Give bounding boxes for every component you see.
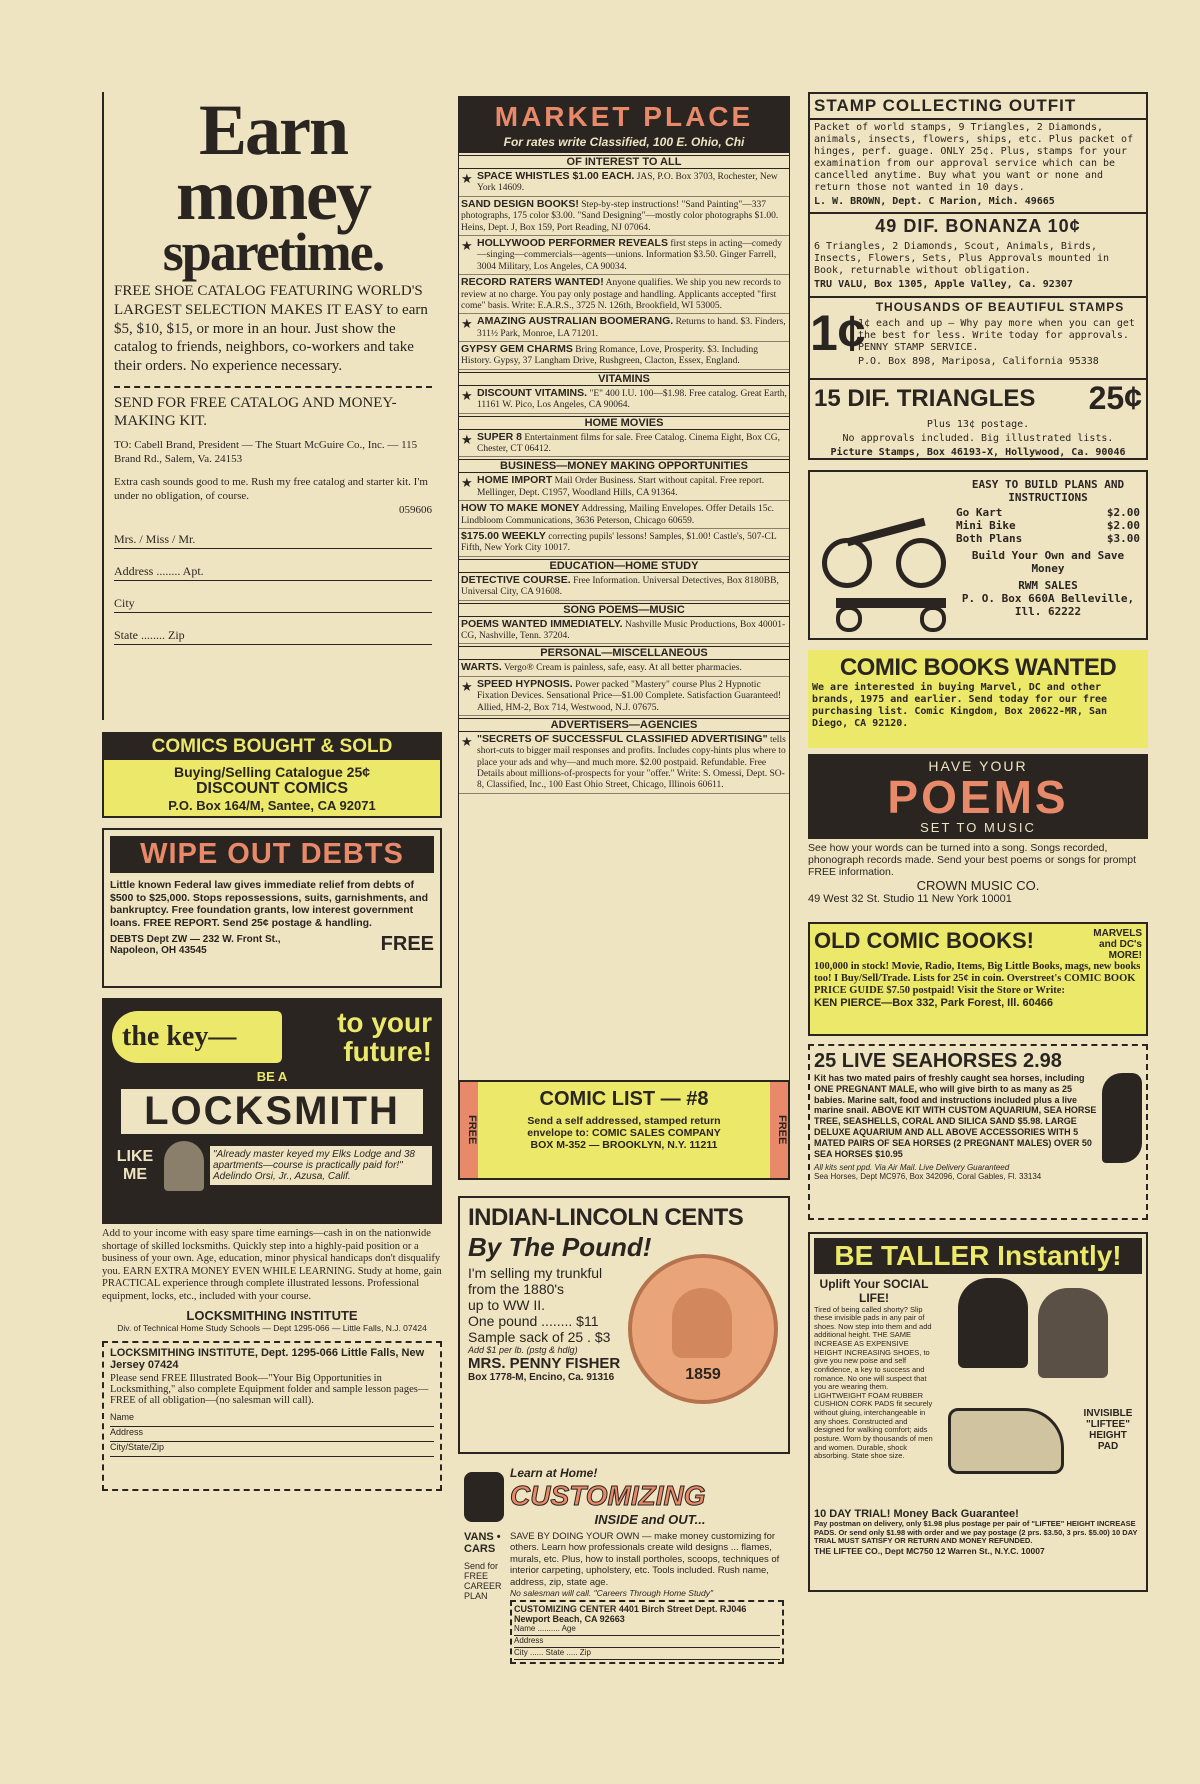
taller-address: THE LIFTEE CO., Dept MC750 12 Warren St., N.Y.C. 10007 (814, 1545, 1045, 1556)
market-sections (459, 155, 789, 794)
customizing-body: SAVE BY DOING YOUR OWN — make money customizing for others. Learn how professionals create wild designs ... flames, murals, etc. Plus, how to install portholes, scoops, techniques of interior carpeting, upholstery, etc. Tools included. Rush name, address, zip, state age. (510, 1531, 780, 1588)
poems-have: HAVE YOUR (928, 758, 1028, 774)
taller-title: BE TALLER Instantly! (814, 1238, 1142, 1274)
thousands-stamps-ad (808, 298, 1148, 380)
classified-item-lead: RECORD RATERS WANTED! (461, 276, 604, 289)
customizing-field-name[interactable]: Name .......... Age (514, 1624, 780, 1636)
classified-item (459, 573, 789, 601)
classified-item (459, 617, 789, 645)
coin-portrait (672, 1288, 732, 1358)
classified-item-text: Mail Order Business. Start without capital. Free report. Mellinger, Dept. C1957, Woodland Hills, CA 91364. (477, 476, 765, 498)
classified-item-text: Returns to hand. $3. Finders, 311½ Park, Monroe, LA 71201. (477, 317, 786, 339)
classified-item-lead: AMAZING AUSTRALIAN BOOMERANG. (477, 315, 674, 328)
poems-address: 49 West 32 St. Studio 11 New York 10001 (808, 893, 1012, 906)
comic-list-address: BOX M-352 — BROOKLYN, N.Y. 11211 (530, 1139, 718, 1151)
comic-list-title: COMIC LIST — #8 (539, 1088, 709, 1110)
classified-item (459, 314, 789, 342)
market-section-head: SONG POEMS—MUSIC (459, 603, 789, 617)
classified-item (459, 677, 789, 716)
stamp-outfit-ad (808, 92, 1148, 214)
comics-sold-title: COMICS BOUGHT & SOLD (104, 734, 440, 760)
earn-coupon (114, 386, 432, 645)
classified-item-text: tells short-cuts to bigger mail responses and profits. Includes copy-hints plus where to place your ads and why—and much more. $2.00 postpaid. Refundable. Free Details about millions-of-prospects for your "offer." Write: S. Omessi, Dept. SO-8, Classified, Inc., 100 East Ohio Street, Chicago, Illinois 60611. (477, 734, 786, 791)
lock-institute: LOCKSMITHING INSTITUTE (186, 1307, 358, 1323)
oldcomics-side: MARVELS and DC's MORE! (1093, 928, 1142, 961)
market-section-head: PERSONAL—MISCELLANEOUS (459, 646, 789, 660)
taller-trial: 10 DAY TRIAL! Money Back Guarantee! (814, 1508, 1019, 1520)
seahorse-footer: All kits sent ppd. Via Air Mail. Live Delivery Guaranteed (814, 1163, 1010, 1172)
classified-item (459, 430, 789, 458)
classified-item-lead: SPEED HYPNOSIS. (477, 677, 573, 690)
cents-address: Box 1778-M, Encino, Ca. 91316 (468, 1372, 615, 1383)
customizing-title: CUSTOMIZING (510, 1480, 706, 1511)
earn-coupon-form (114, 532, 432, 645)
kart-price-list (956, 506, 1140, 545)
classified-item-lead: HOME IMPORT (477, 474, 553, 487)
earn-field-city[interactable]: City (114, 596, 432, 613)
thousands-title: THOUSANDS OF BEAUTIFUL STAMPS (875, 300, 1125, 314)
kart-price-row (956, 506, 1140, 519)
kart-build: Build Your Own and Save Money (971, 549, 1125, 575)
earn-coupon-title: SEND FOR FREE CATALOG AND MONEY-MAKING KIT. (114, 394, 397, 429)
comic-books-wanted-ad (808, 650, 1148, 748)
classified-item (459, 473, 789, 501)
comics-sold-line-3: P.O. Box 164/M, Santee, CA 92071 (168, 798, 376, 813)
lock-future: to your future! (337, 1007, 432, 1068)
column-left (102, 92, 442, 1491)
customizing-sub: INSIDE and OUT... (594, 1512, 706, 1527)
stamp-body: Packet of world stamps, 9 Triangles, 2 Diamonds, animals, insects, flowers, ships, etc. Plus packet of hinges, perf. guage. ONLY 25¢. Plus, stamps for your examination from our approval service which can be cancelled anytime. Buy what you want or none and return those not wanted in 10 days. (814, 122, 1134, 193)
classified-item-lead: POEMS WANTED IMMEDIATELY. (461, 617, 623, 630)
customizing-sendfor: Send for FREE CAREER PLAN (464, 1561, 502, 1601)
market-section-head: VITAMINS (459, 372, 789, 386)
customizing-center: CUSTOMIZING CENTER 4401 Birch Street Dept. RJ046 Newport Beach, CA 92663 (514, 1603, 747, 1624)
column-middle (458, 96, 790, 1688)
stamp-title: STAMP COLLECTING OUTFIT (810, 94, 1146, 120)
lock-field-city[interactable]: City/State/Zip (110, 1442, 434, 1457)
thousands-big: 1¢ (810, 305, 866, 361)
taller-badge: INVISIBLE "LIFTEE" HEIGHT PAD (1083, 1408, 1133, 1452)
taller-body: Tired of being called shorty? Slip these invisible pads in any pair of shoes. Now step into them and add additional height. THE SAME INCREASE AS EXPENSIVE HEIGHT INCREASING SHOES, to give you new poise and self confidence, a key to success and romance. No one will suspect that you are wearing them. LIGHTWEIGHT FOAM RUBBER CUSHION CORK PADS fit securely without gluing, interchangeable in any shoes. Constructed and designed for walking comfort; aids posture. Worn by thousands of men and women. Durable, shock absorbing. State shoe size. (814, 1304, 933, 1461)
comics-sold-line-1: Buying/Selling Catalogue 25¢ (173, 764, 371, 780)
cents-name: MRS. PENNY FISHER (468, 1355, 621, 1372)
customizing-nosales: No salesman will call. "Careers Through Home Study" (510, 1587, 714, 1598)
comic-list-free-left: FREE (460, 1082, 478, 1178)
lock-portrait (164, 1141, 204, 1191)
poems-body: See how your words can be turned into a song. Songs recorded, phonograph records made. Send your best poems or songs for prompt FREE information. (808, 842, 1137, 879)
classified-item-lead: SAND DESIGN BOOKS! (461, 197, 579, 210)
market-subtitle: For rates write Classified, 100 E. Ohio, Chi (459, 133, 789, 153)
classified-item (459, 342, 789, 370)
classified-item-lead: SPACE WHISTLES $1.00 EACH. (477, 170, 635, 182)
lock-institute-sub: Div. of Technical Home Study Schools — Dept 1295-066 — Little Falls, N.J. 07424 (117, 1322, 427, 1333)
earn-coupon-to: TO: Cabell Brand, President — The Stuart McGuire Co., Inc. — 115 Brand Rd., Salem, Va. 24153 (114, 438, 418, 466)
kart-item-price: $2.00 (1106, 506, 1140, 519)
cents-note: Add $1 per lb. (pstg & hdlg) (468, 1345, 578, 1355)
bonanza-title: 49 DIF. BONANZA 10¢ (875, 216, 1081, 236)
earn-line-3: sparetime. (162, 221, 384, 282)
cents-price-2: Sample sack of 25 . $3 (468, 1329, 611, 1345)
classified-item-text: Step-by-step instructions! "Sand Painting"—337 photographs, 175 color $3.00. "Sand Designing"—mostly color photographs $1.00. Heins, Dept. J, Box 159, Port Reading, NJ 07064. (461, 199, 779, 233)
penny-coin-image (628, 1254, 778, 1404)
classified-item-lead: WARTS. (461, 661, 502, 674)
classified-item (459, 529, 789, 557)
classified-item-text: first steps in acting—comedy—singing—commercials—agents—unions. Information $3.50. Ginger Farrell, 3004 Military, Los Angeles, CA 90034. (477, 238, 782, 272)
lock-field-name[interactable]: Name (110, 1412, 434, 1427)
customizing-field-city[interactable]: City ...... State ..... Zip (514, 1648, 780, 1660)
classified-item-lead: "SECRETS OF SUCCESSFUL CLASSIFIED ADVERTISING" (477, 732, 768, 745)
earn-field-state[interactable]: State ........ Zip (114, 628, 432, 645)
column-right (808, 92, 1148, 1592)
lock-bea: BE A (256, 1068, 288, 1084)
key-graphic (112, 1011, 282, 1063)
classified-item-lead: HOLLYWOOD PERFORMER REVEALS (477, 236, 668, 249)
lock-likeme: LIKE ME (116, 1148, 154, 1183)
cbw-body: We are interested in buying Marvel, DC and other brands, 1975 and earlier. Send today for our free purchasing list. Comic Kingdom, Box 20622-MR, San Diego, CA 92120. (812, 682, 1108, 729)
classified-item-lead: DISCOUNT VITAMINS. (477, 386, 588, 399)
go-kart-ad (808, 470, 1148, 640)
minibike-illustration (816, 478, 956, 632)
kart-item-name: Both Plans (956, 532, 1023, 545)
lock-word: LOCKSMITH (118, 1086, 426, 1137)
oldcomics-body: 100,000 in stock! Movie, Radio, Items, Big Little Books, mags, new books too! I Buy/Sell/Trade. Lists for 25¢ in coin. Overstreet's COMIC BOOK PRICE GUIDE $7.50 postpaid! Visit the Store or Write: (814, 961, 1141, 997)
customizing-learn: Learn at Home! (510, 1466, 598, 1480)
poems-word: POEMS (887, 771, 1069, 823)
classified-item-text: correcting pupils' lessons! Samples, $1.00! Castle's, 507-CL Fifth, New York City 10017. (461, 531, 777, 554)
kart-company: RWM SALES (1018, 579, 1078, 592)
triangles-title: 15 DIF. TRIANGLES (814, 384, 1036, 412)
earn-field-name[interactable]: Mrs. / Miss / Mr. (114, 532, 432, 549)
customizing-ad (458, 1460, 790, 1688)
lock-field-address[interactable]: Address (110, 1427, 434, 1442)
seahorse-title: 25 LIVE SEAHORSES 2.98 (814, 1050, 1062, 1072)
classified-item-text: Entertainment films for sale. Free Catalog. Cinema Eight, Box CG, Chester, CT 06412. (477, 432, 780, 455)
seahorses-ad (808, 1044, 1148, 1220)
triangles-price: 25¢ (1088, 380, 1142, 416)
classified-item (459, 197, 789, 236)
earn-field-address[interactable]: Address ........ Apt. (114, 564, 432, 581)
market-section-head: EDUCATION—HOME STUDY (459, 559, 789, 573)
comic-list-free-right: FREE (770, 1082, 788, 1178)
classified-item-text: Vergo® Cream is painless, safe, easy. At all better pharmacies. (501, 663, 742, 674)
thousands-body: 1¢ each and up — Why pay more when you can get the best for less. Write today for approvals. PENNY STAMP SERVICE. (858, 318, 1135, 353)
seahorse-address: Sea Horses, Dept MC976, Box 342096, Coral Gables, Fl. 33134 (814, 1172, 1042, 1181)
customizing-vans: VANS • CARS (464, 1531, 501, 1555)
classified-item (459, 732, 789, 794)
stamp-address: L. W. BROWN, Dept. C Marion, Mich. 49665 (814, 196, 1055, 207)
taller-trial-body: Pay postman on delivery, only $1.98 plus postage per pair of "LIFTEE" HEIGHT INCREASE PADS. Or send only $1.98 with order and we pay postage (2 prs. $3.50, 3 prs. $5.00) 10 DAY TRIAL MUST SATISFY OR RETURN AND MONEY REFUNDED. (814, 1519, 1138, 1546)
bonanza-address: TRU VALU, Box 1305, Apple Valley, Ca. 92307 (814, 279, 1073, 290)
customizing-field-address[interactable]: Address (514, 1636, 780, 1648)
market-section-head: ADVERTISERS—AGENCIES (459, 718, 789, 732)
classified-item-text: "E" 400 I.U. 100—$1.98. Free catalog. Great Earth, 11161 W. Pico, Los Angeles, CA 90064. (477, 388, 787, 411)
debts-address: DEBTS Dept ZW — 232 W. Front St., Napoleon, OH 43545 (110, 934, 281, 957)
triangles-address: Picture Stamps, Box 46193-X, Hollywood, Ca. 90046 (830, 447, 1126, 458)
comics-sold-line-2: DISCOUNT COMICS (196, 780, 348, 797)
kart-item-price: $3.00 (1106, 532, 1140, 545)
classified-item-lead: GYPSY GEM CHARMS (461, 343, 573, 356)
market-place (458, 96, 790, 1086)
lock-key-text: the key— (122, 1021, 237, 1053)
triangles-plus: Plus 13¢ postage. (926, 419, 1030, 430)
seahorse-body: Kit has two mated pairs of freshly caught sea horses, including ONE PREGNANT MALE, who will give birth to as many as 25 babies. Marine salt, food and instructions included plus a live marine snail. ABOVE KIT WITH CUSTOM AQUARIUM, SEA HORSE TREE, SEASHELLS, CORAL AND SILICA SAND $5.98. LARGE DELUXE AQUARIUM AND ALL ABOVE ACCESSORIES WITH 5 MATED PAIRS OF SEA HORSES (2 PREGNANT MALES) OVER 50 SEA HORSES $10.95 (814, 1073, 1097, 1159)
triangles-ad (808, 380, 1148, 460)
earn-line-2: money (176, 154, 370, 235)
classified-item-text: Bring Romance, Love, Prosperity. $3. Including History. Gypsy, 37 Langham Drive, Rushgreen, Clacton, Essex, England. (461, 345, 758, 367)
debts-free: FREE (380, 933, 434, 956)
cents-title: INDIAN-LINCOLN CENTS (468, 1204, 744, 1231)
kart-address: P. O. Box 660A Belleville, Ill. 62222 (961, 592, 1135, 618)
earn-headline (114, 92, 432, 282)
classified-item-lead: HOW TO MAKE MONEY (461, 502, 580, 515)
kart-item-name: Mini Bike (956, 519, 1016, 532)
market-section-head: HOME MOVIES (459, 416, 789, 430)
classified-item-text: Free Information. Universal Detectives, Box 8180BB, Universal City, CA 91608. (461, 575, 779, 598)
cents-line-1: I'm selling my trunkful (468, 1265, 603, 1281)
kart-price-row (956, 519, 1140, 532)
classified-item-lead: DETECTIVE COURSE. (461, 573, 571, 586)
kart-item-name: Go Kart (956, 506, 1003, 519)
oldcomics-title: OLD COMIC BOOKS! (814, 928, 1034, 953)
wipe-out-debts-ad (102, 828, 442, 988)
bonanza-body: 6 Triangles, 2 Diamonds, Scout, Animals, Birds, Insects, Flowers, Sets, Plus Approvals mounted in Book, returnable without obligation. (814, 241, 1110, 276)
seahorse-illustration (1102, 1073, 1142, 1163)
earn-coupon-note: Extra cash sounds good to me. Rush my free catalog and starter kit. I'm under no obligation, of course. (114, 475, 428, 502)
classified-item (459, 275, 789, 314)
debts-title: WIPE OUT DEBTS (110, 836, 434, 873)
kart-item-price: $2.00 (1106, 519, 1140, 532)
lock-body: Add to your income with easy spare time earnings—cash in on the nationwide shortage of skilled locksmiths. Quickly step into a highly-paid position or a business of your own. Age, education, minor physical handicaps don't disqualify you. EARN EXTRA MONEY EVEN WHILE LEARNING. Study at home, gain PRACTICAL experience through complete illustrated lessons. Professional equipment, locks, etc., included with your course. (102, 1228, 442, 1302)
kart-price-row (956, 532, 1140, 545)
classified-item-text: Nashville Music Productions, Box 40001-CG, Nashville, Tenn. 37204. (461, 619, 786, 641)
classified-item-text: Anyone qualifies. We ship you new records to review at no charge. You pay only postage and handling. Applicants accepted "first come" basis. Write: E.A.R.S., 3725 N. 126th, Brookfield, WI 53005. (461, 278, 781, 311)
earn-line-1: Earn (198, 92, 348, 170)
market-title: MARKET PLACE (459, 97, 789, 133)
classified-item-text: JAS, P.O. Box 3703, Rochester, New York 14609. (477, 172, 778, 194)
indian-lincoln-ad (458, 1196, 790, 1454)
taller-illustration (938, 1278, 1142, 1508)
cents-line-3: up to WW II. (468, 1297, 546, 1313)
cents-line-2: from the 1880's (468, 1281, 565, 1297)
cents-subtitle: By The Pound! (468, 1232, 652, 1262)
classified-item (459, 501, 789, 529)
triangles-body: No approvals included. Big illustrated lists. (842, 433, 1114, 444)
lock-coupon (102, 1341, 442, 1491)
old-comic-books-ad (808, 922, 1148, 1036)
coin-year: 1859 (685, 1366, 721, 1383)
cents-price-1: One pound ........ $11 (468, 1313, 599, 1329)
be-taller-ad (808, 1232, 1148, 1592)
taller-uplift: Uplift Your SOCIAL LIFE! (819, 1277, 929, 1305)
comics-bought-sold-ad (102, 732, 442, 818)
classified-item-text: Addressing, Mailing Envelopes. Offer Details 15c. Lindbloom Communications, 3636 Peterson, Chicago 60659. (461, 504, 775, 526)
locksmith-ad (102, 998, 442, 1224)
kart-title: EASY TO BUILD PLANS AND INSTRUCTIONS (971, 478, 1125, 504)
market-section-head: OF INTEREST TO ALL (459, 155, 789, 169)
classified-item-text: Power packed "Mastery" course Plus 2 Hypnotic Fixation Devices. Sensational Price—$1.00 Complete. Satisfaction Guaranteed! Allied, HM-2, Box 714, Westwood, N.J. 07675. (477, 679, 782, 713)
customizing-figure (464, 1472, 504, 1522)
lock-quote: "Already master keyed my Elks Lodge and 38 apartments—course is practically paid for!" Adelindo Orsi, Jr., Azusa, Calif. (210, 1146, 432, 1185)
market-section-head: BUSINESS—MONEY MAKING OPPORTUNITIES (459, 459, 789, 473)
classified-item (459, 660, 789, 676)
earn-money-ad (102, 92, 442, 720)
earn-body: FREE SHOE CATALOG FEATURING WORLD'S LARGEST SELECTION MAKES IT EASY to earn $5, $10, $15, or more in an hour. Just show the catalog to friends, neighbors, co-workers and take their orders. No experience necessary. (114, 283, 428, 375)
debts-body: Little known Federal law gives immediate relief from debts of $500 to $25,000. Stops repossessions, suits, garnishments, and bankruptcy. Free foundation grants, low interest government loans. FREE REPORT. Send 25¢ postage & handling. (110, 879, 429, 929)
poems-set: SET TO MUSIC (920, 820, 1036, 835)
cbw-title: COMIC BOOKS WANTED (839, 654, 1117, 681)
bonanza-ad (808, 214, 1148, 298)
comic-list-ad (458, 1080, 790, 1180)
lock-coupon-title: LOCKSMITHING INSTITUTE, Dept. 1295-066 Little Falls, New Jersey 07424 (110, 1346, 425, 1371)
poems-ad (808, 754, 1148, 914)
thousands-address: P.O. Box 898, Mariposa, California 95338 (858, 356, 1099, 367)
classified-item-lead: $175.00 WEEKLY (461, 529, 546, 542)
classified-item (459, 236, 789, 275)
classified-item (459, 386, 789, 414)
classified-item (459, 169, 789, 197)
lock-coupon-body: Please send FREE Illustrated Book—"Your Big Opportunities in Locksmithing," also complete Equipment folder and sample lesson pages—FREE of all obligation—(no salesman will call). (110, 1372, 429, 1406)
poems-company: CROWN MUSIC CO. (916, 878, 1040, 894)
classified-item-lead: SUPER 8 (477, 430, 522, 443)
earn-coupon-code: 059606 (399, 504, 432, 517)
comic-list-body: Send a self addressed, stamped return envelope to: COMIC SALES COMPANY (527, 1115, 721, 1139)
oldcomics-address: KEN PIERCE—Box 332, Park Forest, Ill. 60466 (814, 997, 1054, 1010)
